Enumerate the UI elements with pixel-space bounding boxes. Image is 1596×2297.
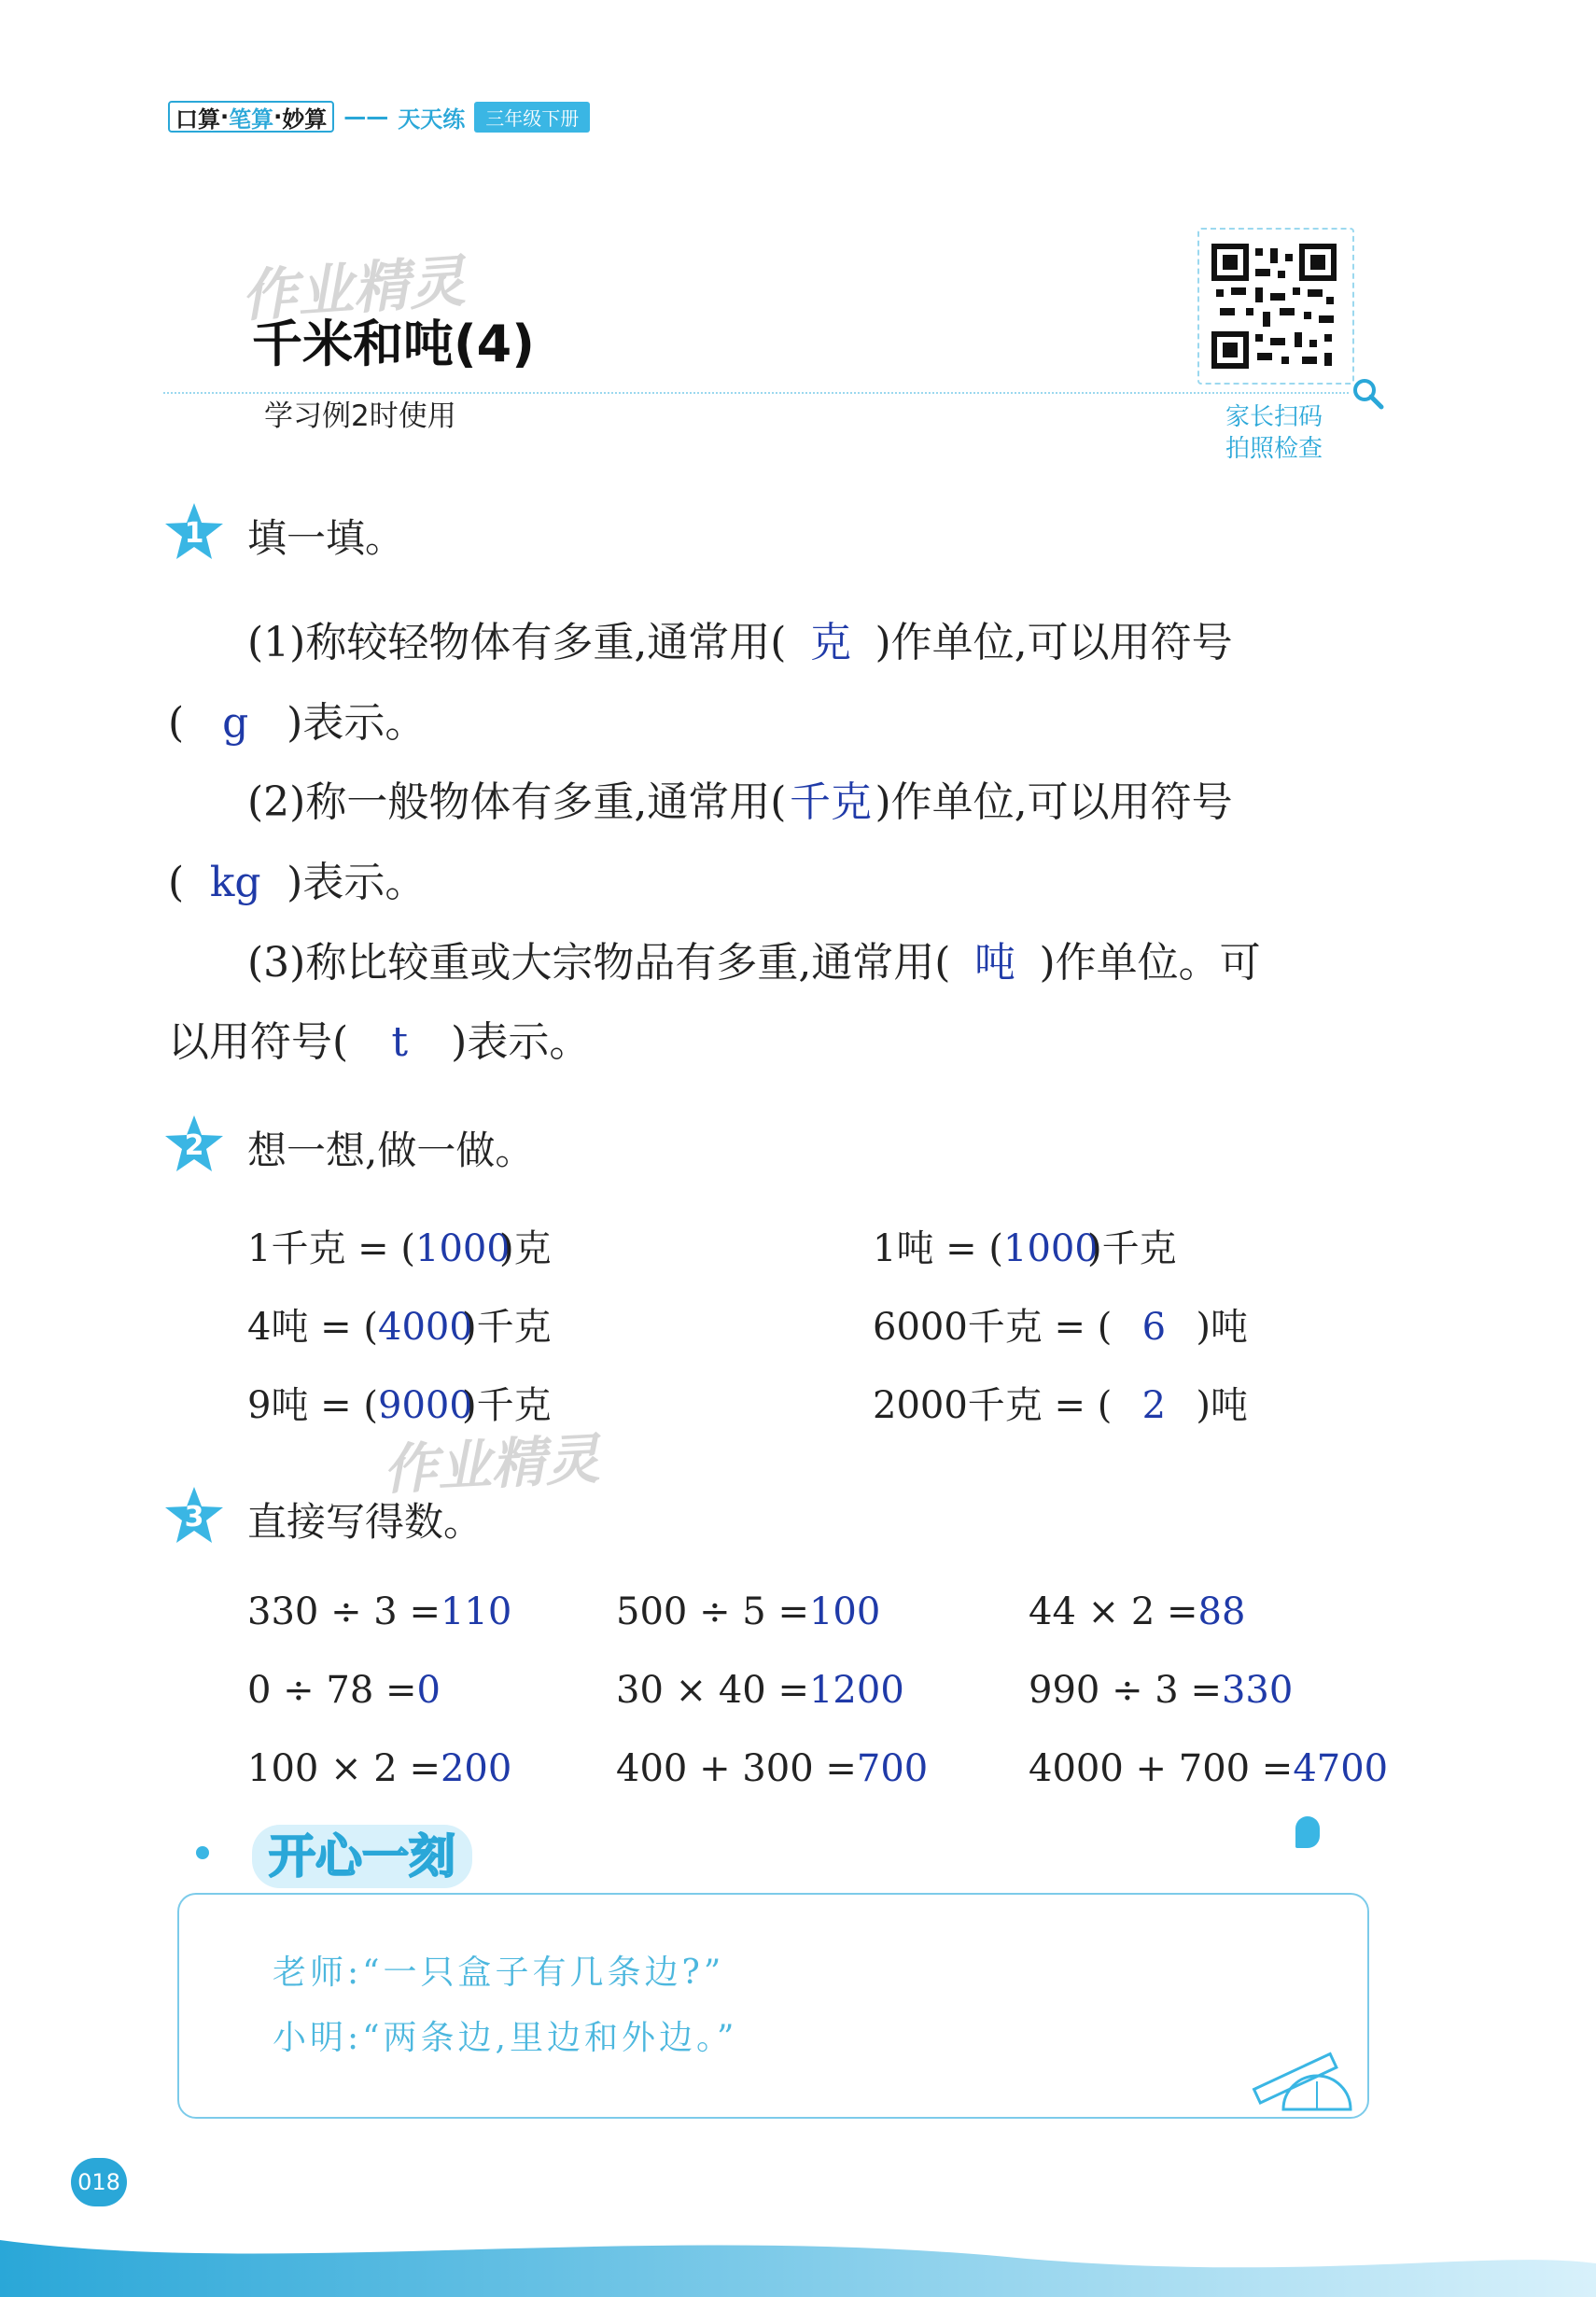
page-number: 018 [71, 2158, 127, 2206]
q2-item-6-post: )吨 [1196, 1384, 1248, 1427]
series-name: 天天练 [398, 105, 466, 133]
q2-answer-5: 9000 [378, 1384, 473, 1427]
q1-badge [163, 501, 225, 567]
book-series-header [168, 101, 590, 133]
q1-answer-6: t [391, 1018, 409, 1066]
q3-item-5 [616, 1669, 904, 1712]
lesson-subtitle: 学习例2时使用 [264, 399, 456, 433]
q2-item-1 [247, 1219, 552, 1272]
q2-item-2-post: )千克 [1087, 1227, 1177, 1270]
q3-item-1 [247, 1590, 511, 1633]
q3-answer-1: 110 [440, 1590, 512, 1633]
q1-line6-text-b: )表示。 [451, 1018, 591, 1066]
q1-number: 1 [184, 517, 204, 550]
q1-line6-text-a: 以用符号( [168, 1018, 349, 1066]
series-tag: 口算 · 笔算 · 妙算 [168, 101, 334, 133]
q3-answer-2: 100 [808, 1590, 881, 1633]
q1-line5-text-a: (3)称比较重或大宗物品有多重,通常用( [247, 939, 951, 987]
lesson-title: 千米和吨(4) [252, 315, 535, 373]
q2-item-4-pre: 6000千克 = ( [873, 1306, 1113, 1349]
q3-item-7-expr: 100 × 2 = [247, 1747, 441, 1790]
q1-line4 [168, 848, 426, 908]
q1-answer-4: kg [209, 859, 261, 906]
q1-line1 [247, 609, 1233, 668]
q2-badge [163, 1113, 225, 1179]
q2-title: 想一想,做一做。 [247, 1127, 535, 1173]
q3-item-8 [616, 1747, 928, 1790]
q3-answer-6: 330 [1221, 1669, 1294, 1712]
ruler-protractor-icon [1246, 2035, 1358, 2119]
q2-item-5-post: )千克 [462, 1384, 552, 1427]
q1-line6 [168, 1008, 590, 1068]
q3-answer-3: 88 [1197, 1590, 1246, 1633]
q1-line5 [247, 929, 1261, 988]
q3-item-1-expr: 330 ÷ 3 = [247, 1590, 441, 1633]
q2-answer-3: 4000 [378, 1306, 473, 1349]
happy-moment-label: 开心一刻 [252, 1825, 472, 1888]
q2-item-4 [873, 1297, 1248, 1351]
q3-item-9 [1029, 1747, 1388, 1790]
q3-answer-7: 200 [440, 1747, 512, 1790]
q2-answer-6: 2 [1141, 1384, 1167, 1427]
q1-line2 [168, 689, 426, 749]
q2-answer-4: 6 [1141, 1306, 1167, 1349]
qr-label-line2: 拍照检查 [1225, 435, 1323, 463]
q3-item-2 [616, 1590, 880, 1633]
q1-line2-text-b: )表示。 [287, 699, 427, 747]
q2-item-2 [873, 1219, 1177, 1272]
qr-frame [1197, 228, 1354, 385]
q2-item-4-post: )吨 [1196, 1306, 1248, 1349]
q2-item-2-pre: 1吨 = ( [873, 1227, 1003, 1270]
q1-answer-1: 克 [809, 619, 851, 666]
qr-label-line1: 家长扫码 [1225, 403, 1323, 431]
q1-line5-text-b: )作单位。可 [1039, 939, 1261, 987]
q2-number: 2 [184, 1129, 204, 1162]
q1-line3 [247, 768, 1233, 828]
bottom-wave-decoration [0, 2221, 1596, 2297]
q3-title: 直接写得数。 [247, 1499, 483, 1545]
watermark-top: 作业精灵 [239, 248, 468, 330]
q2-item-3-pre: 4吨 = ( [247, 1306, 378, 1349]
q1-title: 填一填。 [247, 515, 405, 561]
q3-item-3-expr: 44 × 2 = [1029, 1590, 1198, 1633]
q3-badge [163, 1485, 225, 1550]
joke-line-2: 小明:“两条边,里边和外边。” [273, 2019, 738, 2057]
decor-drop [1295, 1816, 1320, 1848]
search-icon [1351, 377, 1385, 411]
series-part3: 妙算 [282, 105, 328, 133]
q1-line4-text-b: )表示。 [287, 859, 427, 906]
q3-answer-9: 4700 [1293, 1747, 1389, 1790]
q2-item-6 [873, 1376, 1248, 1429]
q2-item-1-pre: 1千克 = ( [247, 1227, 415, 1270]
q3-answer-8: 700 [856, 1747, 929, 1790]
q1-line4-text-a: ( [168, 859, 185, 906]
q1-answer-3: 千克 [789, 778, 872, 826]
decor-dot [196, 1846, 209, 1859]
series-dash: —— [343, 104, 389, 130]
q3-item-7 [247, 1747, 511, 1790]
q3-item-4-expr: 0 ÷ 78 = [247, 1669, 417, 1712]
q3-item-4 [247, 1669, 441, 1712]
q3-number: 3 [184, 1501, 204, 1534]
qr-label [1213, 401, 1335, 465]
q1-answer-2: g [222, 699, 249, 747]
q3-answer-4: 0 [416, 1669, 441, 1712]
grade-label: 三年级下册 [474, 102, 590, 133]
happy-moment-box [177, 1893, 1369, 2119]
q3-answer-5: 1200 [808, 1669, 904, 1712]
q1-line1-text-a: (1)称较轻物体有多重,通常用( [247, 619, 787, 666]
q2-item-3 [247, 1297, 552, 1351]
q3-item-5-expr: 30 × 40 = [616, 1669, 809, 1712]
series-part1: 口算 [175, 105, 220, 133]
joke-line-1: 老师:“一只盒子有几条边?” [273, 1954, 725, 1992]
q2-item-6-pre: 2000千克 = ( [873, 1384, 1113, 1427]
q3-item-6 [1029, 1669, 1293, 1712]
q1-line3-text-a: (2)称一般物体有多重,通常用( [247, 778, 787, 826]
q3-item-2-expr: 500 ÷ 5 = [616, 1590, 809, 1633]
q3-item-9-expr: 4000 + 700 = [1029, 1747, 1294, 1790]
q1-answer-5: 吨 [973, 939, 1015, 987]
watermark-middle: 作业精灵 [381, 1426, 601, 1503]
q3-item-6-expr: 990 ÷ 3 = [1029, 1669, 1222, 1712]
q1-line2-text-a: ( [168, 699, 185, 747]
q1-line1-text-b: )作单位,可以用符号 [875, 619, 1233, 666]
q2-item-1-post: )克 [499, 1227, 552, 1270]
q3-item-3 [1029, 1590, 1245, 1633]
q2-answer-2: 1000 [1003, 1227, 1099, 1270]
q2-item-3-post: )千克 [462, 1306, 552, 1349]
q2-item-5-pre: 9吨 = ( [247, 1384, 378, 1427]
q2-answer-1: 1000 [415, 1227, 511, 1270]
q1-line3-text-b: )作单位,可以用符号 [875, 778, 1233, 826]
q3-item-8-expr: 400 + 300 = [616, 1747, 857, 1790]
series-part2: 笔算 [229, 105, 274, 133]
